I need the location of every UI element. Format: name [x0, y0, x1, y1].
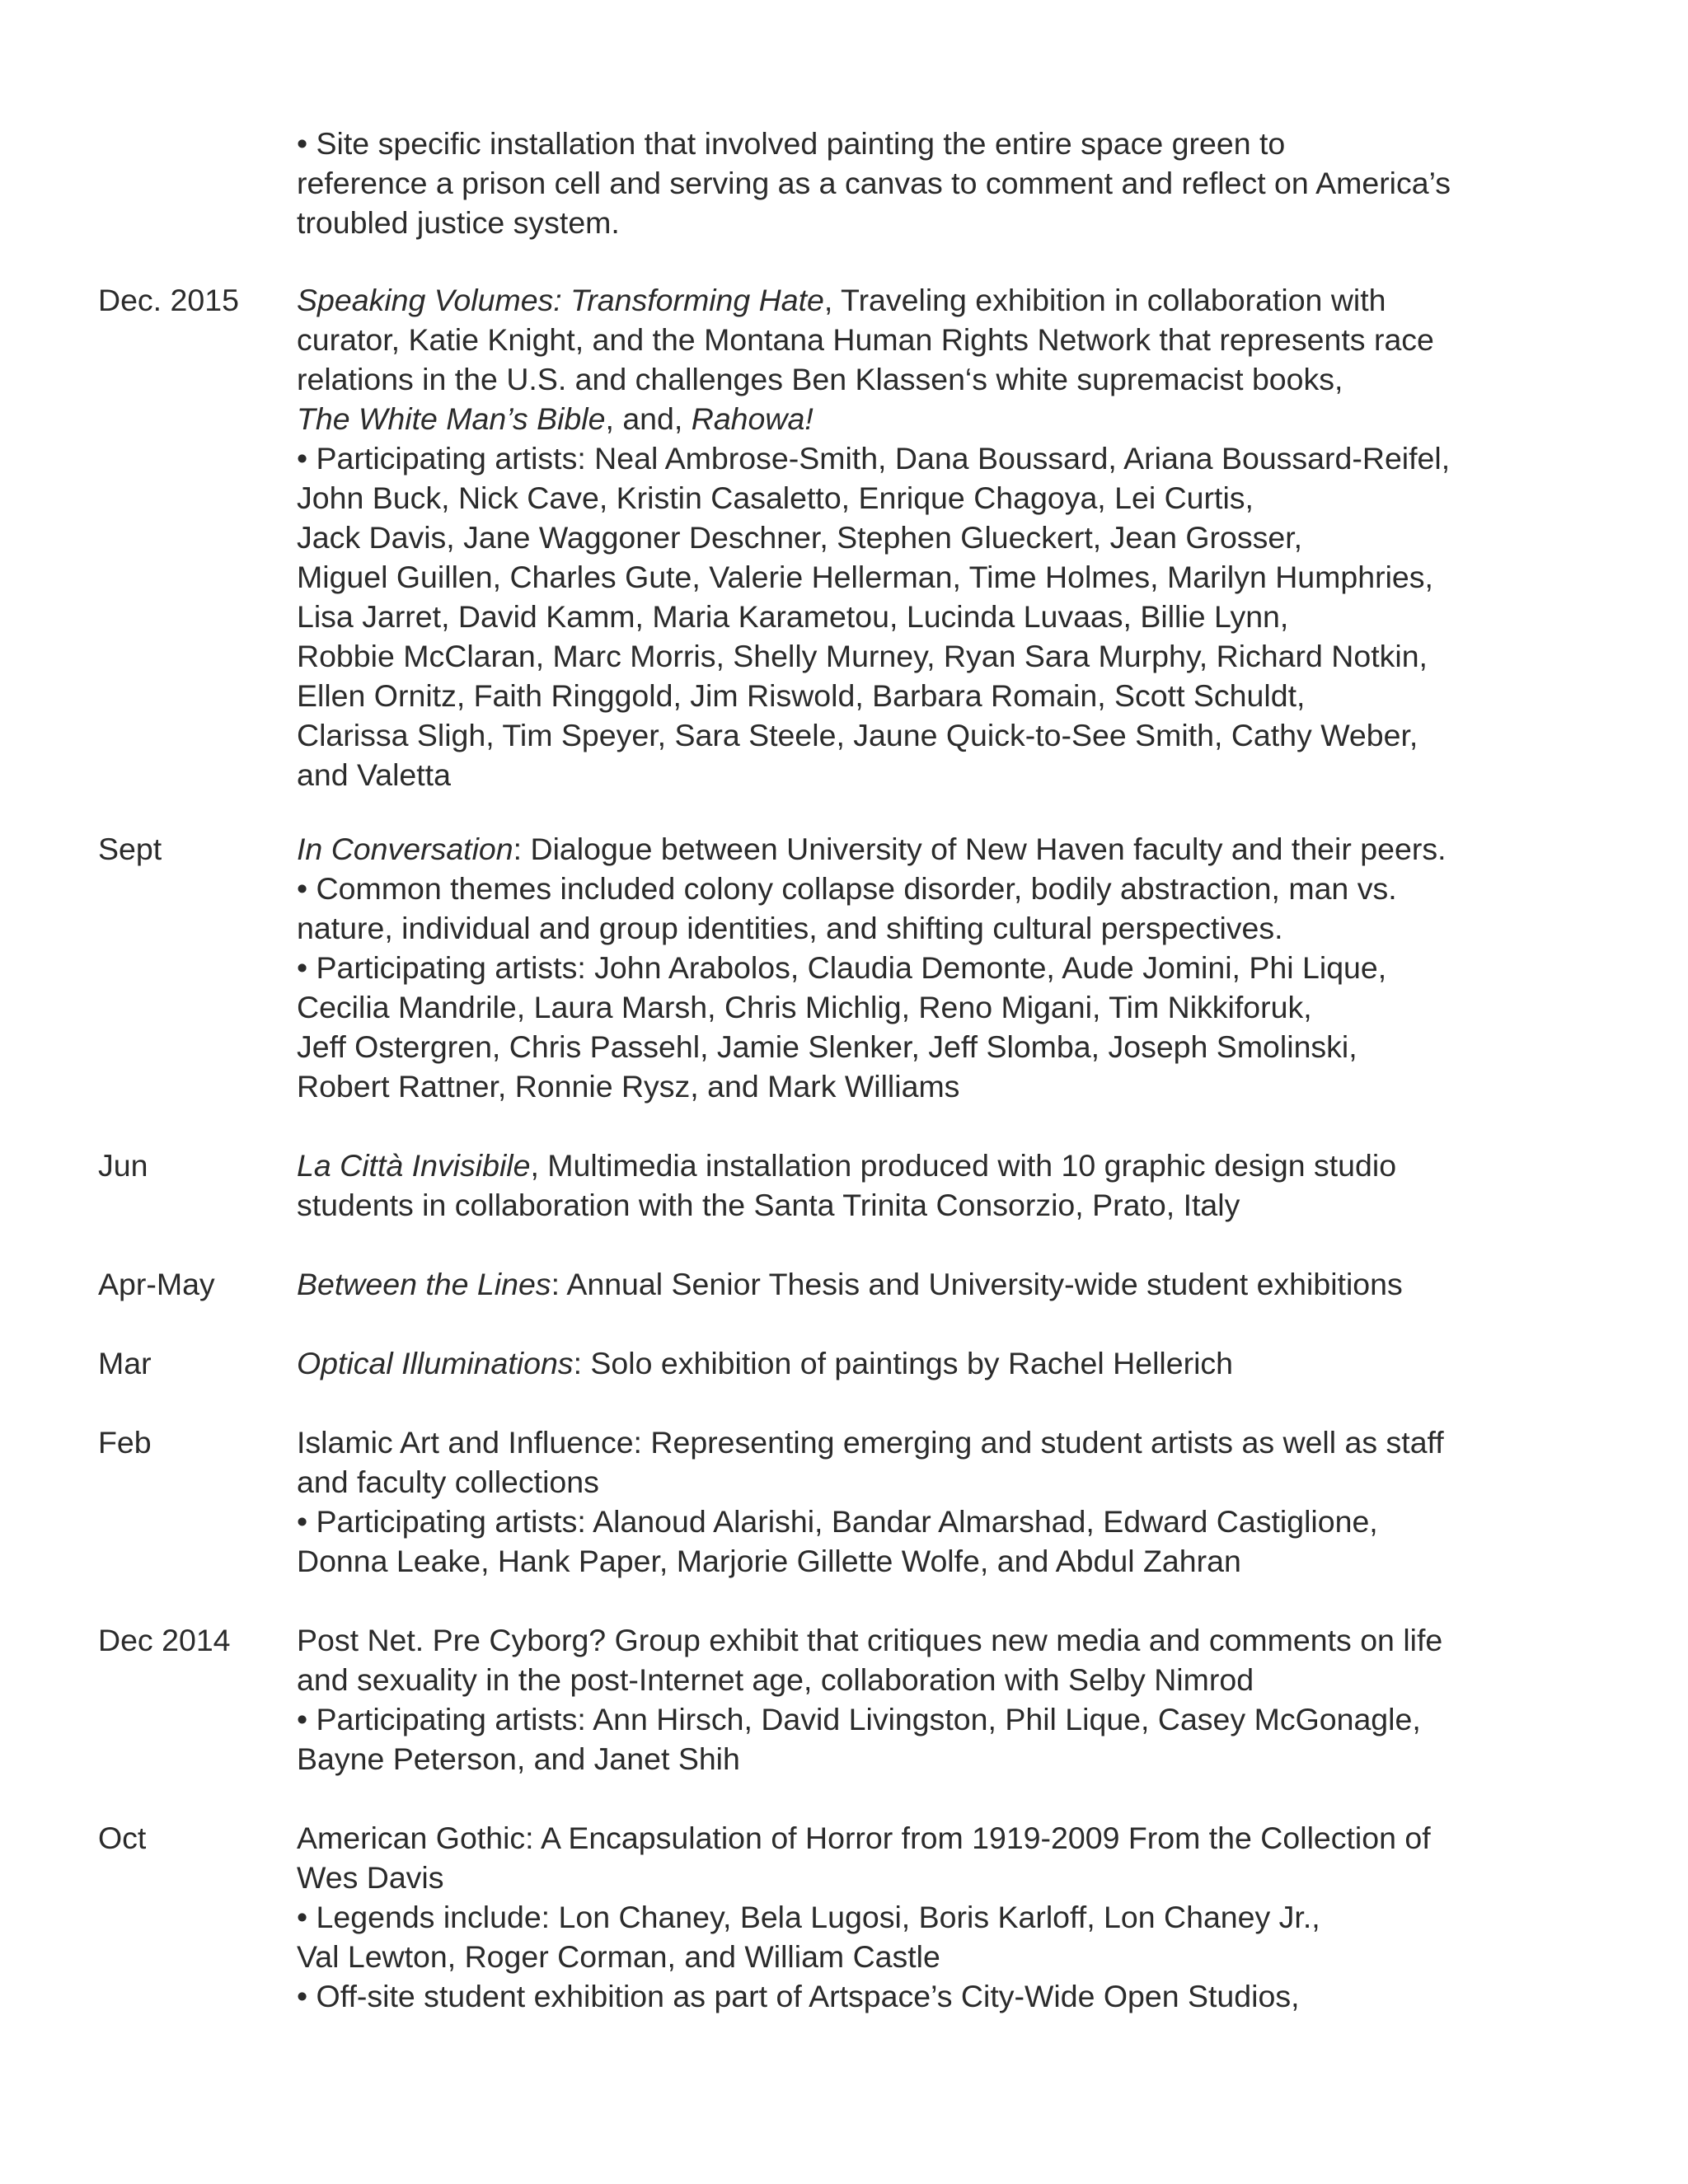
artist-list-line: Clarissa Sligh, Tim Speyer, Sara Steele, Jaune Quick-to-See Smith, Cathy Weber,	[297, 718, 1418, 752]
artist-list-line: Donna Leake, Hank Paper, Marjorie Gillette Wolfe, and Abdul Zahran	[297, 1544, 1241, 1578]
description-line: nature, individual and group identities, and shifting cultural perspectives.	[297, 911, 1283, 945]
description-line: • Site specific installation that involved painting the entire space green to	[297, 126, 1286, 161]
description-line: American Gothic: A Encapsulation of Horror from 1919-2009 From the Collection of	[297, 1821, 1431, 1855]
description-line: • Common themes included colony collapse disorder, bodily abstraction, man vs.	[297, 871, 1397, 906]
entry-description	[297, 1818, 1550, 2016]
entry-date: Dec. 2015	[98, 283, 239, 317]
artist-list-line: Bayne Peterson, and Janet Shih	[297, 1741, 740, 1776]
description-line: curator, Katie Knight, and the Montana Human Rights Network that represents race	[297, 322, 1434, 357]
description-line: troubled justice system.	[297, 205, 620, 240]
artist-list-line: and Valetta	[297, 757, 451, 792]
description-line: Post Net. Pre Cyborg? Group exhibit that critiques new media and comments on life	[297, 1623, 1443, 1657]
title-trailing-text: : Annual Senior Thesis and University-wide student exhibitions	[551, 1267, 1403, 1301]
entry-date: Mar	[98, 1346, 152, 1380]
entry-date: Sept	[98, 832, 162, 866]
book-title: Rahowa!	[691, 401, 814, 436]
artist-list-line: Robbie McClaran, Marc Morris, Shelly Murney, Ryan Sara Murphy, Richard Notkin,	[297, 639, 1428, 673]
artist-list-line: Robert Rattner, Ronnie Rysz, and Mark Williams	[297, 1069, 960, 1104]
entry-description	[297, 1146, 1550, 1225]
description-line	[297, 1146, 1550, 1185]
description-line: Islamic Art and Influence: Representing emerging and student artists as well as staff	[297, 1425, 1444, 1460]
description-line	[297, 1264, 1550, 1304]
description-line	[297, 280, 1550, 320]
entry-date: Dec 2014	[98, 1623, 231, 1657]
description-line: and sexuality in the post-Internet age, collaboration with Selby Nimrod	[297, 1662, 1254, 1697]
description-line: Val Lewton, Roger Corman, and William Castle	[297, 1939, 940, 1974]
title-trailing-text: , Traveling exhibition in collaboration with	[823, 283, 1386, 317]
description-line: • Legends include: Lon Chaney, Bela Lugosi, Boris Karloff, Lon Chaney Jr.,	[297, 1900, 1320, 1934]
entry-date: Jun	[98, 1148, 148, 1183]
exhibition-title: In Conversation	[297, 832, 513, 866]
description-line: relations in the U.S. and challenges Ben Klassen‘s white supremacist books,	[297, 362, 1343, 396]
entry-description	[297, 1343, 1550, 1383]
artist-list-line: Jeff Ostergren, Chris Passehl, Jamie Slenker, Jeff Slomba, Joseph Smolinski,	[297, 1029, 1357, 1064]
book-separator: , and,	[605, 401, 692, 436]
title-trailing-text: , Multimedia installation produced with 10 graphic design studio	[530, 1148, 1397, 1183]
exhibition-title: Between the Lines	[297, 1267, 551, 1301]
artist-list-line: • Participating artists: Alanoud Alarishi, Bandar Almarshad, Edward Castiglione,	[297, 1504, 1378, 1539]
entry-description	[297, 1620, 1550, 1779]
artist-list-line: Ellen Ornitz, Faith Ringgold, Jim Riswold, Barbara Romain, Scott Schuldt,	[297, 678, 1306, 713]
title-trailing-text: : Solo exhibition of paintings by Rachel Hellerich	[573, 1346, 1234, 1380]
artist-list-line: Jack Davis, Jane Waggoner Deschner, Stephen Glueckert, Jean Grosser,	[297, 520, 1303, 555]
description-line: reference a prison cell and serving as a canvas to comment and reflect on America’s	[297, 166, 1451, 200]
entry-date: Feb	[98, 1425, 152, 1460]
entry-description	[297, 280, 1550, 794]
artist-list-line: • Participating artists: Neal Ambrose-Smith, Dana Boussard, Ariana Boussard-Reifel,	[297, 441, 1451, 476]
description-line: and faculty collections	[297, 1465, 599, 1499]
artist-list-line: Cecilia Mandrile, Laura Marsh, Chris Michlig, Reno Migani, Tim Nikkiforuk,	[297, 990, 1312, 1024]
artist-list-line: • Participating artists: John Arabolos, Claudia Demonte, Aude Jomini, Phi Lique,	[297, 950, 1387, 985]
exhibition-title: La Città Invisibile	[297, 1148, 531, 1183]
title-trailing-text: : Dialogue between University of New Haven faculty and their peers.	[513, 832, 1447, 866]
entry-date: Oct	[98, 1821, 147, 1855]
artist-list-line: • Participating artists: Ann Hirsch, David Livingston, Phil Lique, Casey McGonagle,	[297, 1702, 1421, 1736]
entry-description	[297, 1264, 1550, 1304]
exhibition-title: Speaking Volumes: Transforming Hate	[297, 283, 824, 317]
description-line	[297, 1343, 1550, 1383]
artist-list-line: Miguel Guillen, Charles Gute, Valerie Hellerman, Time Holmes, Marilyn Humphries,	[297, 560, 1433, 594]
entry-description	[297, 1422, 1550, 1581]
description-line: • Off-site student exhibition as part of Artspace’s City-Wide Open Studios,	[297, 1979, 1300, 2013]
description-line: Wes Davis	[297, 1860, 444, 1895]
exhibition-title: Optical Illuminations	[297, 1346, 574, 1380]
entry-description	[297, 829, 1550, 1106]
description-line	[297, 829, 1550, 869]
artist-list-line: John Buck, Nick Cave, Kristin Casaletto, Enrique Chagoya, Lei Curtis,	[297, 480, 1254, 515]
artist-list-line: Lisa Jarret, David Kamm, Maria Karametou, Lucinda Luvaas, Billie Lynn,	[297, 599, 1289, 634]
entry-date: Apr-May	[98, 1267, 215, 1301]
description-line: students in collaboration with the Santa Trinita Consorzio, Prato, Italy	[297, 1188, 1240, 1222]
description-line	[297, 399, 1550, 438]
entry-description	[297, 124, 1550, 242]
book-title: The White Man’s Bible	[297, 401, 606, 436]
